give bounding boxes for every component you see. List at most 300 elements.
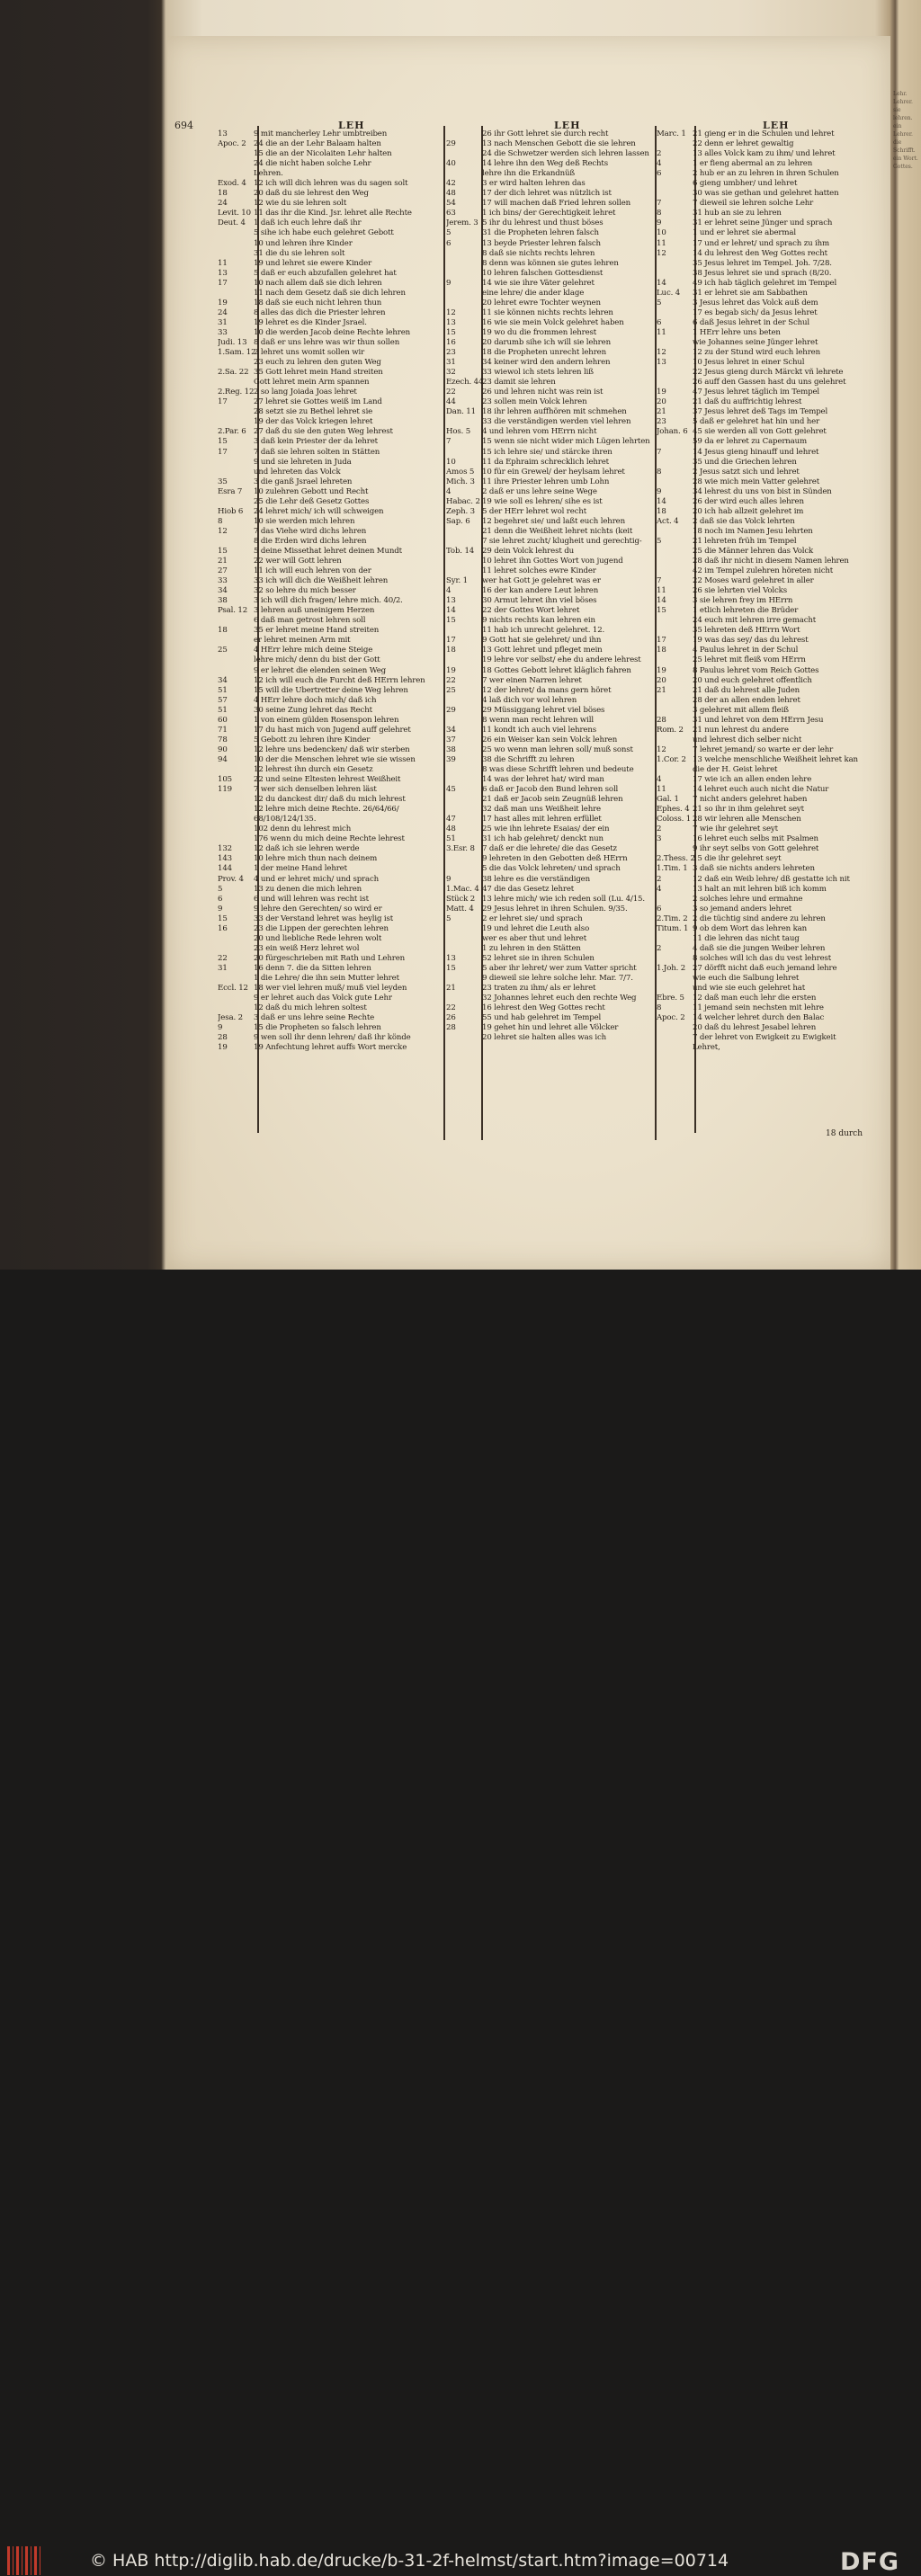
entry-text: 7 dieweil sie lehren solche Lehr [693,199,814,209]
column-head-3: LEH [763,120,790,131]
index-entry [657,805,871,815]
entry-text: 2 so lang Joiada Joas lehret [254,388,357,397]
index-entry [218,338,453,348]
entry-text: 8 wenn man recht lehren will [482,715,594,725]
entry-reference [657,1043,693,1053]
entry-reference: 22 [446,1003,456,1013]
index-entry [446,159,662,169]
entry-reference [657,974,693,984]
index-entry [657,228,871,238]
entry-text: 19 und lehret die Leuth also [482,923,590,933]
entry-reference: 18 [657,506,666,516]
index-entry [657,686,871,696]
entry-text: 15 die ihr gelehret seyt [693,854,782,864]
entry-text: 28 setzt sie zu Bethel lehret sie [254,407,373,417]
index-entry [446,676,662,686]
index-entry [446,994,662,1003]
index-entry [657,139,871,149]
index-entry [218,905,453,914]
entry-reference [218,834,254,844]
index-entry [657,885,871,895]
entry-text: 5 daß er euch abzufallen gelehret hat [254,268,397,278]
entry-reference: Apoc. 2 [218,139,246,149]
index-entry [218,218,453,228]
entry-reference: 22 [446,388,456,397]
entry-reference: 5 [446,228,452,238]
entry-reference: 23 [446,348,456,358]
index-entry [446,964,662,974]
entry-text: 59 da er lehret zu Capernaum [693,437,808,447]
entry-reference: Psal. 12 [218,606,248,616]
entry-reference: 37 [446,735,456,744]
entry-text: 12 daß ich sie lehren werde [254,844,360,854]
index-entry [446,755,662,765]
index-entry [218,437,453,447]
entry-text: 11 hab ich unrecht gelehret. 12. [482,626,605,636]
entry-text: 7 wer sich denselben lehren läst [254,785,377,795]
index-entry [218,974,453,984]
entry-reference: Jerem. 3 [446,218,478,228]
entry-reference [446,299,482,308]
entry-reference: 9 [446,874,452,884]
entry-reference: 12 [657,248,666,258]
entry-reference: 21 [657,685,666,695]
index-entry [218,407,453,417]
entry-text: 12 daß man euch lehr die ersten [693,994,817,1003]
entry-text: 6 daß Jesus lehret in der Schul [693,317,809,327]
entry-reference [657,378,693,388]
entry-text: 9 ob dem Wort das lehren kan [693,923,808,933]
entry-text: 27 dörfft nicht daß euch jemand lehre [693,963,837,973]
index-entry [218,576,453,586]
entry-text: 32 Johannes lehret euch den rechte Weg [482,994,637,1003]
entry-reference: 10 [657,228,666,238]
entry-text: 35 lehreten deß HErrn Wort [693,626,800,636]
entry-text: 11 ihre Priester lehren umb Lohn [482,477,610,486]
index-entry [657,905,871,914]
entry-reference [446,775,482,785]
entry-reference: 7 [657,447,662,457]
index-entry [657,338,871,348]
entry-text: 13 nach Menschen Gebott die sie lehren [482,139,636,149]
index-entry [657,279,871,289]
entry-text: 20 daß du sie lehrest den Weg [254,189,369,199]
entry-text: 26 der wird euch alles lehren [693,496,804,506]
entry-text: 30 Armut lehret ihn viel böses [482,596,597,606]
entry-reference [218,497,254,507]
entry-reference [657,368,693,378]
entry-text: 16 lehrest den Weg Gottes recht [482,1003,605,1013]
entry-text: 10 Jesus lehret in einer Schul [693,358,805,368]
entry-reference: 12 [657,348,666,358]
index-entry [218,199,453,209]
index-entry [657,666,871,676]
entry-reference: 19 [218,298,228,308]
entry-reference: 2 [657,824,662,834]
entry-reference: 25 [446,685,456,695]
entry-reference: 44 [446,397,456,407]
index-entry [218,249,453,259]
index-entry [657,626,871,636]
entry-reference [657,477,693,487]
source-credit-link[interactable]: © HAB http://diglib.hab.de/drucke/b-31-2f-helmst/start.htm?image=00714 [90,2551,729,2571]
entry-text: 34 lehrest du uns von bist in Sünden [693,486,832,496]
index-entry [218,924,453,934]
index-entry [657,834,871,844]
entry-reference: Matt. 4 [446,904,474,914]
index-entry [218,616,453,626]
index-entry [657,755,871,765]
entry-reference [657,1033,693,1043]
entry-reference: 2.Par. 6 [218,427,246,437]
entry-text: 24 euch mit lehren irre gemacht [693,616,817,626]
entry-reference: 105 [218,775,232,785]
entry-reference: 6 [657,317,662,327]
entry-reference [446,765,482,775]
page-number: 694 [174,120,193,131]
index-entry [218,487,453,497]
entry-text: 26 und lehren nicht was rein ist [482,388,604,397]
entry-reference [657,844,693,854]
entry-text: 31 hub an sie zu lehren [693,209,782,218]
entry-reference: 31 [446,358,456,368]
index-entry [446,477,662,487]
entry-reference: Ebre. 5 [657,994,684,1003]
entry-text: 4 HErr lehre doch mich/ daß ich [254,695,377,705]
entry-text: 5 daß er gelehret hat hin und her [693,417,820,427]
entry-text: 3 lehren auß uneinigem Herzen [254,606,375,616]
index-entry [446,914,662,924]
entry-text: 15 wenn sie nicht wider mich Lügen lehrten [482,437,650,447]
entry-text: 20 daß du lehrest Jesabel lehren [693,1023,817,1033]
entry-text: 32 so lehre du mich besser [254,586,356,596]
entry-text: 10 nach allem daß sie dich lehren [254,278,382,288]
entry-reference [657,269,693,279]
index-entry [657,159,871,169]
index-entry [218,1003,453,1013]
entry-reference: Prov. 4 [218,874,244,884]
entry-reference [446,169,482,179]
index-entry [657,716,871,726]
entry-text: 14 Jesus gieng hinauff und lehret [693,447,819,457]
index-entry [657,289,871,299]
entry-reference: Syr. 1 [446,576,468,586]
index-entry [446,299,662,308]
entry-reference: 25 [218,646,228,655]
index-entry [218,388,453,397]
entry-text: 6 daß man getrost lehren soll [254,616,366,626]
entry-text: 18 ihr lehren auffhören mit schmehen [482,407,627,417]
entry-reference [657,547,693,557]
entry-text: 8 daß er uns lehre was wir thun sollen [254,337,400,347]
index-entry [218,586,453,596]
index-entry [218,547,453,557]
index-entry [657,487,871,497]
entry-text: 16 lehret euch selbs mit Psalmen [693,834,818,844]
entry-text: 13 zu denen die mich lehren [254,884,362,894]
index-entry [218,259,453,269]
index-entry [657,179,871,189]
entry-reference: 16 [446,337,456,347]
entry-reference: 31 [218,963,228,973]
entry-reference: 11 [657,785,666,795]
index-entry [657,318,871,328]
entry-reference: Act. 4 [657,516,679,526]
entry-reference: 57 [218,695,228,705]
entry-reference: 94 [218,754,228,764]
index-entry [446,924,662,934]
entry-text: die der H. Geist lehret [693,765,778,774]
entry-text: 3 ich will dich fragen/ lehre mich. 40/2. [254,596,403,606]
index-entry [657,269,871,279]
entry-reference [657,527,693,537]
entry-reference: 51 [446,834,456,844]
index-entry [218,129,453,139]
entry-reference [657,934,693,944]
index-entry [218,676,453,686]
entry-reference: 42 [446,179,456,189]
entry-reference [657,895,693,905]
index-entry [446,854,662,864]
entry-reference: 2 [657,943,662,953]
entry-reference: 1.Joh. 2 [657,963,686,973]
entry-text: 4 Paulus lehret in der Schul [693,646,799,655]
entry-text: 13 lehre mich/ wie ich reden soll (Lu. 4/15. [482,894,645,904]
index-entry [657,984,871,994]
entry-text: 24 die nicht haben solche Lehr [254,159,371,169]
index-entry [446,984,662,994]
entry-text: 29 dein Volck lehrest du [482,546,574,556]
entry-reference: Hiob 6 [218,506,244,516]
index-entry [657,437,871,447]
entry-text: 14 was der lehret hat/ wird man [482,775,604,785]
entry-reference [446,448,482,458]
index-entry [446,527,662,537]
entry-reference [218,159,254,169]
entry-reference: 12 [657,744,666,754]
index-entry [218,269,453,279]
entry-text: 14 lehre ihn den Weg deß Rechts [482,159,608,169]
entry-text: 12 wie du sie lehren solt [254,199,347,209]
entry-reference: 5 [657,298,662,308]
index-entry [218,279,453,289]
index-entry [446,844,662,854]
entry-reference: 14 [446,606,456,616]
entry-text: 26 ihr Gott lehret sie durch recht [482,129,609,138]
entry-reference: 1.Sam. 12 [218,348,256,358]
entry-text: 19 was das sey/ das du lehrest [693,636,809,646]
entry-reference: 26 [446,1013,456,1023]
entry-reference: Levit. 10 [218,209,251,218]
index-entry [657,397,871,407]
entry-reference: 28 [657,715,666,725]
index-entry [218,834,453,844]
entry-reference: 28 [446,1023,456,1033]
entry-reference: 40 [446,159,456,169]
entry-text: 11 kondt ich auch viel lehrens [482,725,597,735]
entry-text: 20 ich hab allzeit gelehret im [693,506,804,516]
index-entry [657,259,871,269]
index-entry [657,606,871,616]
index-entry [218,895,453,905]
entry-reference: 54 [446,199,456,209]
entry-text: 4 laß dich vor wol lehren [482,695,577,705]
entry-text: 12 zu der Stund wird euch lehren [693,348,820,358]
index-entry [446,974,662,984]
entry-text: 35 er lehret meine Hand streiten [254,626,380,636]
index-entry [657,507,871,517]
index-entry [657,785,871,795]
index-entry [446,824,662,834]
index-entry [218,189,453,199]
entry-text: wer es aber thut und lehret [482,933,587,943]
index-entry [446,834,662,844]
entry-text: 18 daß sie euch nicht lehren thun [254,298,382,308]
entry-text: 33 ich will dich die Weißheit lehren [254,576,389,586]
entry-text: 21 denn die Weißheit lehret nichts (keit [482,526,633,536]
index-entry [657,189,871,199]
entry-reference [218,468,254,477]
entry-text: 12 lehrest ihn durch ein Gesetz [254,765,373,774]
index-entry [218,149,453,159]
index-entry [446,596,662,606]
entry-text: 30 was sie gethan und gelehret hatten [693,189,839,199]
entry-reference: 35 [218,477,228,486]
entry-reference: 34 [218,586,228,596]
entry-text: 20 fürgeschrieben mit Rath und Lehren [254,953,406,963]
entry-text: 23 sollen mein Volck lehren [482,397,587,407]
index-entry [218,169,453,179]
entry-reference: Eccl. 12 [218,984,248,994]
entry-reference: 9 [218,904,223,914]
entry-reference: Ezech. 44 [446,378,484,388]
entry-text: 23 euch zu lehren den guten Weg [254,358,381,368]
entry-text: 1 von einem gülden Rosenspon lehren [254,715,399,725]
index-entry [446,129,662,139]
entry-reference [657,566,693,576]
entry-text: 16 wie sie mein Volck gelehret haben [482,317,624,327]
entry-text: 13 halt an mit lehren biß ich komm [693,884,827,894]
entry-reference [657,765,693,775]
entry-reference: 4 [657,775,662,785]
entry-text: 1 und er lehret sie abermal [693,228,796,238]
entry-reference: 13 [446,953,456,963]
entry-reference: 27 [218,566,228,576]
entry-reference [218,417,254,427]
entry-reference [218,249,254,259]
entry-text: 9 lehre den Gerechten/ so wird er [254,904,382,914]
entry-text: 6 und will lehren was recht ist [254,894,369,904]
entry-reference: Gal. 1 [657,795,679,805]
entry-text: 33 der Verstand lehret was heylig ist [254,914,394,923]
entry-reference: 4 [446,586,452,596]
entry-reference: 38 [218,596,228,606]
entry-text: 2 daß er uns lehre seine Wege [482,486,597,496]
entry-reference [657,626,693,636]
entry-reference: 15 [218,914,228,923]
entry-text: eine lehre/ die ander klage [482,288,585,298]
entry-text: 18 wer viel lehren muß/ muß viel leyden [254,984,407,994]
entry-text: wer hat Gott je gelehret was er [482,576,601,586]
entry-reference [218,458,254,468]
index-entry [446,557,662,566]
entry-text: 4 HErr lehre mich deine Steige [254,646,373,655]
entry-text: 3 daß kein Priester der da lehret [254,437,378,447]
entry-text: 12 lehre uns bedencken/ daß wir sterben [254,744,410,754]
entry-text: 21 nun lehrest du andere [693,725,789,735]
index-entry [657,169,871,179]
entry-text: 20 lehret sie halten alles was ich [482,1033,607,1043]
entry-text: 9 lehreten in den Gebotten deß HErrn [482,854,628,864]
entry-text: 19 lehre vor selbst/ ehe du andere lehrest [482,655,641,665]
index-entry [218,328,453,338]
entry-reference [446,259,482,269]
index-entry [657,815,871,824]
entry-reference: 3 [657,834,662,844]
entry-reference: 71 [218,725,228,735]
index-entry [446,458,662,468]
index-entry [446,646,662,655]
entry-text: 12 ich will euch die Furcht deß HErrn lehren [254,675,425,685]
entry-reference: 13 [218,268,228,278]
entry-text: 15 die an der Nicolaiten Lehr halten [254,149,392,159]
index-entry [657,1043,871,1053]
entry-text: 21 daß du lehrest alle Juden [693,685,800,695]
index-entry [218,308,453,318]
index-entry [218,716,453,726]
entry-reference [218,666,254,676]
entry-reference: 17 [446,636,456,646]
entry-reference: 13 [218,129,228,138]
entry-text: 10 lehren falschen Gottesdienst [482,268,604,278]
entry-reference [446,864,482,874]
index-entry [218,875,453,885]
entry-reference: 11 [657,586,666,596]
entry-reference: Judi. 13 [218,337,247,347]
index-entry [657,299,871,308]
entry-text: 33 wiewol ich stets lehren liß [482,368,594,378]
index-entry [446,139,662,149]
entry-reference [218,537,254,547]
entry-reference [446,924,482,934]
index-entry [657,557,871,566]
entry-reference: 51 [218,705,228,715]
entry-text: 3 die ganß Jsrael lehreten [254,477,353,486]
index-entry [657,368,871,378]
entry-reference: 34 [446,725,456,735]
entry-text: 29 Müssiggang lehret viel böses [482,705,605,715]
entry-text: 31 die du sie lehren solt [254,248,345,258]
entry-text: 10 die werden Jacob deine Rechte lehren [254,327,411,337]
entry-text: 22 der Gottes Wort lehret [482,606,580,616]
index-entry [446,368,662,378]
index-entry [218,885,453,895]
entry-reference: Titum. 1 [657,923,689,933]
entry-text: 24 lehret mich/ ich will schweigen [254,506,384,516]
index-entry [446,706,662,716]
index-entry [218,954,453,964]
entry-reference: 23 [657,417,666,427]
index-entry [446,378,662,388]
index-entry [657,646,871,655]
entry-reference [218,636,254,646]
index-entry [446,934,662,944]
index-entry [446,547,662,557]
index-entry [446,716,662,726]
entry-reference [446,417,482,427]
entry-reference: 28 [218,1033,228,1043]
entry-text: 9 Gott hat sie gelehret/ und ihn [482,636,602,646]
